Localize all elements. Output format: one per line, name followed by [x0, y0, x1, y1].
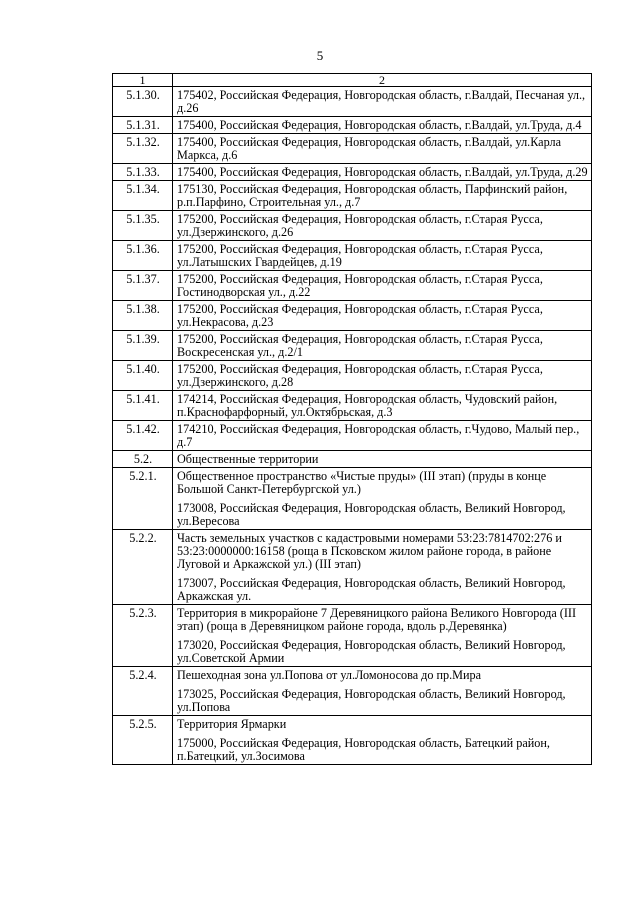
row-number: 5.1.33. [113, 164, 173, 181]
row-text: 175402, Российская Федерация, Новгородская область, г.Валдай, Песчаная ул., д.26 [177, 88, 586, 115]
table-row [113, 181, 592, 211]
row-number: 5.1.38. [113, 301, 173, 331]
table-row [113, 391, 592, 421]
table-row [113, 271, 592, 301]
row-number: 5.1.39. [113, 331, 173, 361]
row-text: 175200, Российская Федерация, Новгородская область, г.Старая Русса, ул.Некрасова, д.23 [177, 302, 543, 329]
row-description [173, 134, 592, 164]
row-text: 174210, Российская Федерация, Новгородская область, г.Чудово, Малый пер., д.7 [177, 422, 580, 449]
row-address: 173007, Российская Федерация, Новгородская область, Великий Новгород, Аркажская ул. [177, 576, 566, 603]
table-row [113, 331, 592, 361]
row-address: 175000, Российская Федерация, Новгородская область, Батецкий район, п.Батецкий, ул.Зосимова [177, 736, 550, 763]
row-text: 174214, Российская Федерация, Новгородская область, Чудовский район, п.Краснофарфорный, ул.Октябрьская, д.3 [177, 392, 558, 419]
row-text: 175400, Российская Федерация, Новгородская область, г.Валдай, ул.Карла Маркса, д.6 [177, 135, 561, 162]
row-description [173, 421, 592, 451]
row-number: 5.2.5. [113, 716, 173, 765]
row-number: 5.1.42. [113, 421, 173, 451]
row-description [173, 271, 592, 301]
row-description [173, 211, 592, 241]
row-number: 5.1.30. [113, 87, 173, 117]
row-description [173, 391, 592, 421]
table-row [113, 421, 592, 451]
row-text: Общественные территории [177, 452, 319, 466]
row-description [173, 451, 592, 468]
row-number: 5.1.40. [113, 361, 173, 391]
row-text: 175200, Российская Федерация, Новгородская область, г.Старая Русса, Гостинодворская ул., д.22 [177, 272, 543, 299]
row-description [173, 241, 592, 271]
row-text: Территория в микрорайоне 7 Деревяницкого района Великого Новгорода (III этап) (роща в Деревяницком районе города, вдоль р.Деревянка) [177, 606, 577, 633]
addresses-table [112, 73, 592, 765]
row-number: 5.2.4. [113, 667, 173, 716]
row-number: 5.1.37. [113, 271, 173, 301]
table-row [113, 117, 592, 134]
table-row [113, 211, 592, 241]
row-address: 173025, Российская Федерация, Новгородская область, Великий Новгород, ул.Попова [177, 687, 566, 714]
row-description [173, 87, 592, 117]
row-text: Общественное пространство «Чистые пруды» (III этап) (пруды в конце Большой Санкт-Петербургской ул.) [177, 469, 547, 496]
row-description [173, 468, 592, 530]
row-description [173, 605, 592, 667]
page-number: 5 [316, 48, 324, 63]
table-row [113, 530, 592, 605]
row-description [173, 530, 592, 605]
table-row [113, 164, 592, 181]
row-description [173, 181, 592, 211]
table-row [113, 468, 592, 530]
row-description [173, 667, 592, 716]
row-address: 173020, Российская Федерация, Новгородская область, Великий Новгород, ул.Советской Армии [177, 638, 566, 665]
row-description [173, 117, 592, 134]
row-number: 5.1.31. [113, 117, 173, 134]
header-col-2: 2 [173, 74, 592, 87]
row-number: 5.1.36. [113, 241, 173, 271]
row-text: 175200, Российская Федерация, Новгородская область, г.Старая Русса, ул.Латышских Гвардейцев, д.19 [177, 242, 543, 269]
row-number: 5.2.3. [113, 605, 173, 667]
row-text: 175130, Российская Федерация, Новгородская область, Парфинский район, р.п.Парфино, Строительная ул., д.7 [177, 182, 568, 209]
row-description [173, 331, 592, 361]
row-text: Территория Ярмарки [177, 717, 287, 731]
header-col-1: 1 [113, 74, 173, 87]
table-row [113, 361, 592, 391]
table-header-row [113, 74, 592, 87]
row-number: 5.1.34. [113, 181, 173, 211]
table-row [113, 87, 592, 117]
row-number: 5.1.32. [113, 134, 173, 164]
table-row [113, 716, 592, 765]
table-row [113, 241, 592, 271]
table-row [113, 301, 592, 331]
row-number: 5.2.2. [113, 530, 173, 605]
row-text: Пешеходная зона ул.Попова от ул.Ломоносова до пр.Мира [177, 668, 482, 682]
row-number: 5.1.35. [113, 211, 173, 241]
row-number: 5.2.1. [113, 468, 173, 530]
row-description [173, 716, 592, 765]
row-number: 5.1.41. [113, 391, 173, 421]
row-text: 175200, Российская Федерация, Новгородская область, г.Старая Русса, ул.Дзержинского, д.28 [177, 362, 543, 389]
table-row [113, 134, 592, 164]
row-description [173, 164, 592, 181]
row-number: 5.2. [113, 451, 173, 468]
row-description [173, 361, 592, 391]
table-row [113, 667, 592, 716]
table-row [113, 605, 592, 667]
row-text: 175400, Российская Федерация, Новгородская область, г.Валдай, ул.Труда, д.29 [177, 165, 588, 179]
row-text: Часть земельных участков с кадастровыми номерами 53:23:7814702:276 и 53:23:0000000:16158 (роща в Псковском жилом районе города, в районе Луговой и Аркажской ул.) (III этап) [177, 531, 562, 571]
row-text: 175400, Российская Федерация, Новгородская область, г.Валдай, ул.Труда, д.4 [177, 118, 582, 132]
row-description [173, 301, 592, 331]
row-text: 175200, Российская Федерация, Новгородская область, г.Старая Русса, Воскресенская ул., д.2/1 [177, 332, 543, 359]
table-row [113, 451, 592, 468]
row-address: 173008, Российская Федерация, Новгородская область, Великий Новгород, ул.Вересова [177, 501, 566, 528]
row-text: 175200, Российская Федерация, Новгородская область, г.Старая Русса, ул.Дзержинского, д.26 [177, 212, 543, 239]
